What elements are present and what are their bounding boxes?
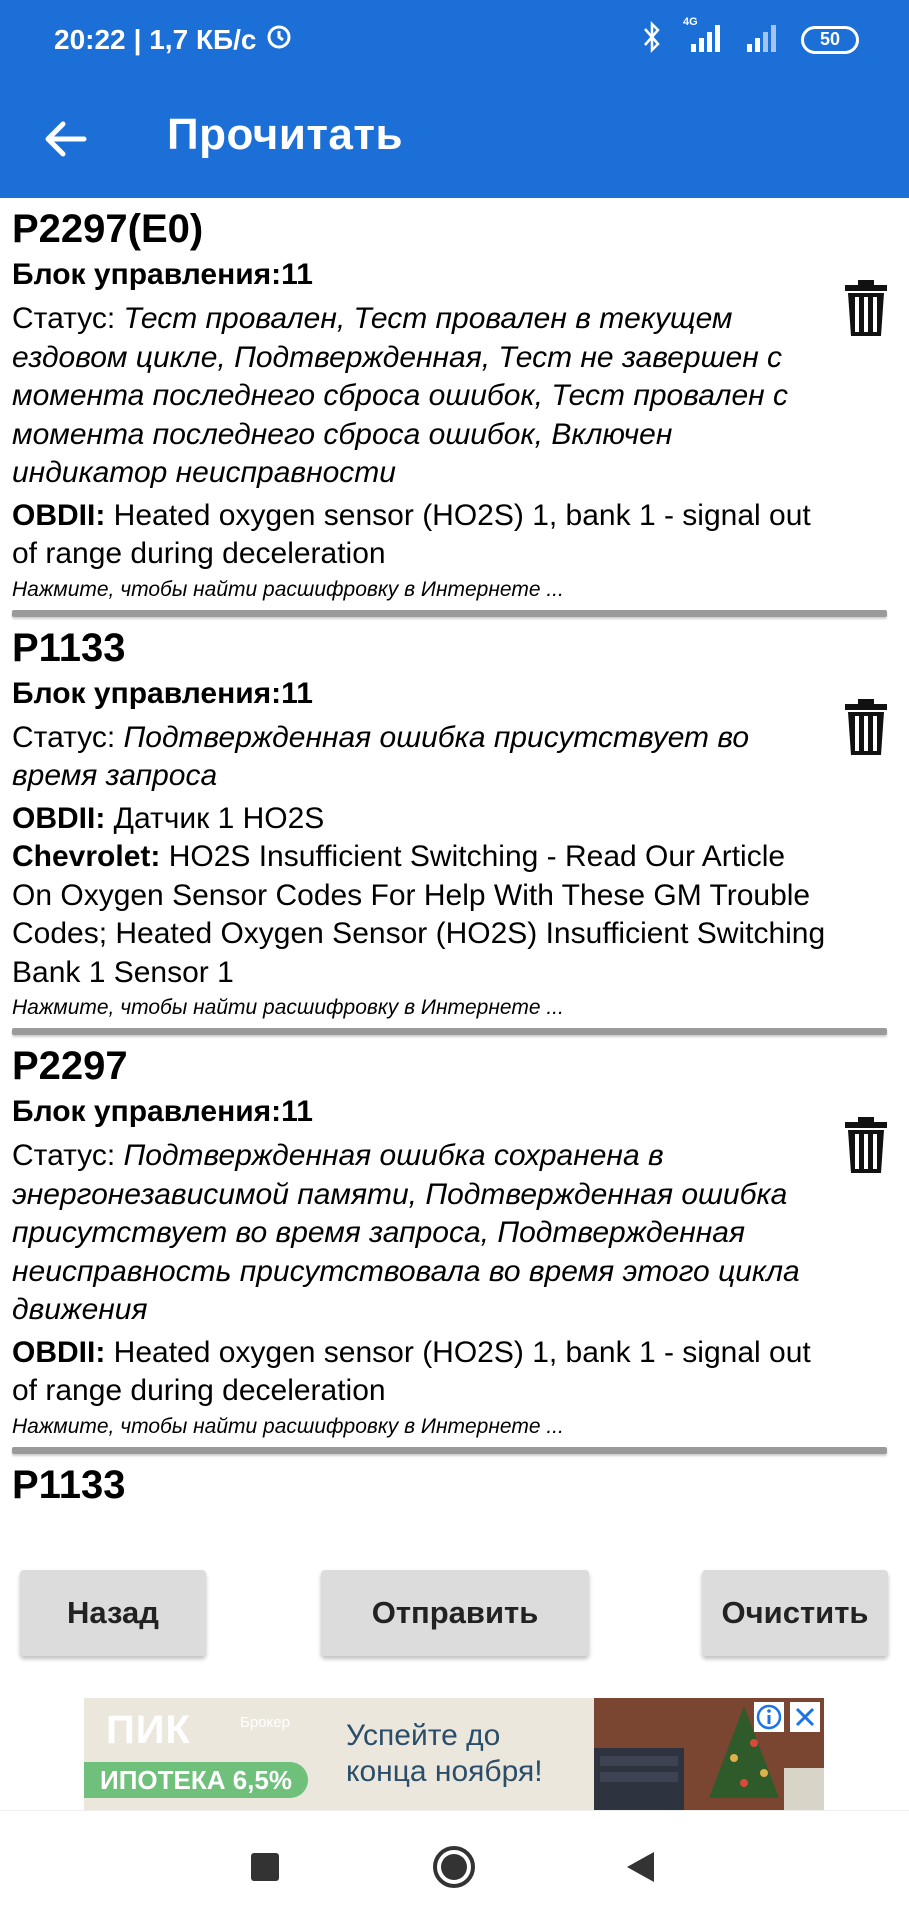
status-label: Статус: — [12, 302, 124, 335]
home-circle-icon — [432, 1845, 476, 1889]
square-icon — [250, 1852, 280, 1882]
dtc-code: P1133 — [12, 1462, 126, 1507]
status-right — [641, 16, 859, 59]
divider — [12, 1447, 887, 1454]
ad-text-line: Успейте до — [346, 1719, 501, 1752]
search-online-link[interactable]: Нажмите, чтобы найти расшифровку в Интернете ... — [12, 1414, 564, 1438]
page-title: Прочитать — [167, 110, 403, 159]
status-left — [54, 22, 293, 57]
desc-label: OBDII: — [12, 1335, 106, 1369]
triangle-back-icon — [624, 1850, 656, 1884]
bluetooth-icon — [641, 20, 663, 59]
back-arrow-icon — [43, 121, 87, 157]
status-value: Подтвержденная ошибка сохранена в энергонезависимой памяти, Подтвержденная ошибка присутствует во время запроса, Подтвержденная неисправность присутствовала во время этого цикла движения — [12, 1139, 800, 1326]
battery-level: 50 — [819, 29, 841, 49]
ad-info-button[interactable] — [754, 1702, 784, 1732]
trash-icon — [843, 278, 889, 338]
ad-text-line: конца ноября! — [346, 1755, 543, 1788]
delete-button[interactable] — [843, 697, 889, 757]
desc-label: OBDII: — [12, 498, 106, 532]
control-block: Блок управления:11 — [12, 676, 313, 710]
obd-description — [12, 800, 832, 839]
control-block: Блок управления:11 — [12, 258, 313, 291]
signal-4g-icon — [681, 16, 727, 59]
divider — [12, 1028, 887, 1035]
network-type: 4G — [683, 16, 698, 28]
dtc-entry[interactable] — [0, 198, 909, 617]
status-value: Подтвержденная ошибка присутствует во время запроса — [12, 720, 750, 792]
home-button[interactable] — [426, 1839, 482, 1895]
dtc-entry[interactable] — [0, 1454, 909, 1508]
ad-broker-label: Брокер — [240, 1714, 290, 1731]
status-speed: | 1,7 КБ/с — [133, 23, 257, 55]
desc-text: HO2S Insufficient Switching - Read Our Article On Oxygen Sensor Codes For Help With These GM Trouble Codes; Heated Oxygen Sensor (HO2S) Insufficient Switching Bank 1 Sensor 1 — [12, 840, 826, 989]
trash-icon — [843, 697, 889, 757]
dtc-status — [12, 300, 832, 493]
battery-icon — [801, 26, 859, 54]
dtc-code: P2297 — [12, 1044, 128, 1088]
back-arrow-button[interactable] — [30, 104, 100, 174]
alarm-icon — [265, 22, 293, 57]
clear-button[interactable]: Очистить — [702, 1570, 888, 1656]
desc-label: Chevrolet: — [12, 840, 161, 873]
close-icon — [790, 1702, 820, 1732]
divider — [12, 610, 887, 617]
ad-logo: ПИК — [106, 1708, 191, 1752]
status-label: Статус: — [12, 1139, 124, 1172]
status-value: Тест провален, Тест провален в текущем ездовом цикле, Подтвержденная, Тест не завершен с момента последнего сброса ошибок, Тест провален с момента последнего сброса ошибок, Включен индикатор неисправности — [12, 302, 789, 489]
ad-close-button[interactable] — [790, 1702, 820, 1732]
dtc-code: P2297(E0) — [12, 207, 204, 251]
control-block: Блок управления:11 — [12, 1095, 313, 1128]
obd-description — [12, 497, 832, 574]
dtc-status — [12, 719, 832, 796]
signal-icon — [745, 20, 783, 59]
obd-description — [12, 1334, 832, 1411]
info-icon — [754, 1702, 784, 1732]
ad-text — [346, 1718, 543, 1790]
status-time: 20:22 — [54, 23, 126, 55]
desc-text: Heated oxygen sensor (HO2S) 1, bank 1 - signal out of range during deceleration — [12, 498, 811, 570]
desc-label: OBDII: — [12, 801, 106, 835]
search-online-link[interactable]: Нажмите, чтобы найти расшифровку в Интернете ... — [12, 577, 564, 601]
dtc-entry[interactable] — [0, 1035, 909, 1454]
search-online-link[interactable]: Нажмите, чтобы найти расшифровку в Интернете ... — [12, 996, 564, 1019]
send-button[interactable]: Отправить — [321, 1570, 589, 1656]
ad-mortgage-badge: ИПОТЕКА 6,5% — [84, 1762, 308, 1798]
ad-banner[interactable] — [84, 1698, 824, 1810]
status-bar — [0, 0, 909, 80]
delete-button[interactable] — [843, 1115, 889, 1175]
desc-text: Heated oxygen sensor (HO2S) 1, bank 1 - signal out of range during deceleration — [12, 1335, 811, 1407]
dtc-list[interactable] — [0, 198, 909, 1528]
dtc-status — [12, 1137, 832, 1330]
dtc-code: P1133 — [12, 625, 126, 670]
system-nav-bar — [0, 1810, 909, 1920]
desc-text: Датчик 1 HO2S — [105, 801, 325, 835]
back-nav-button[interactable] — [612, 1839, 668, 1895]
dtc-entry[interactable] — [0, 617, 909, 1036]
recents-button[interactable] — [237, 1839, 293, 1895]
trash-icon — [843, 1115, 889, 1175]
delete-button[interactable] — [843, 278, 889, 338]
status-label: Статус: — [12, 720, 124, 754]
manufacturer-description — [12, 838, 832, 992]
app-bar — [0, 80, 909, 198]
back-button[interactable]: Назад — [20, 1570, 206, 1656]
